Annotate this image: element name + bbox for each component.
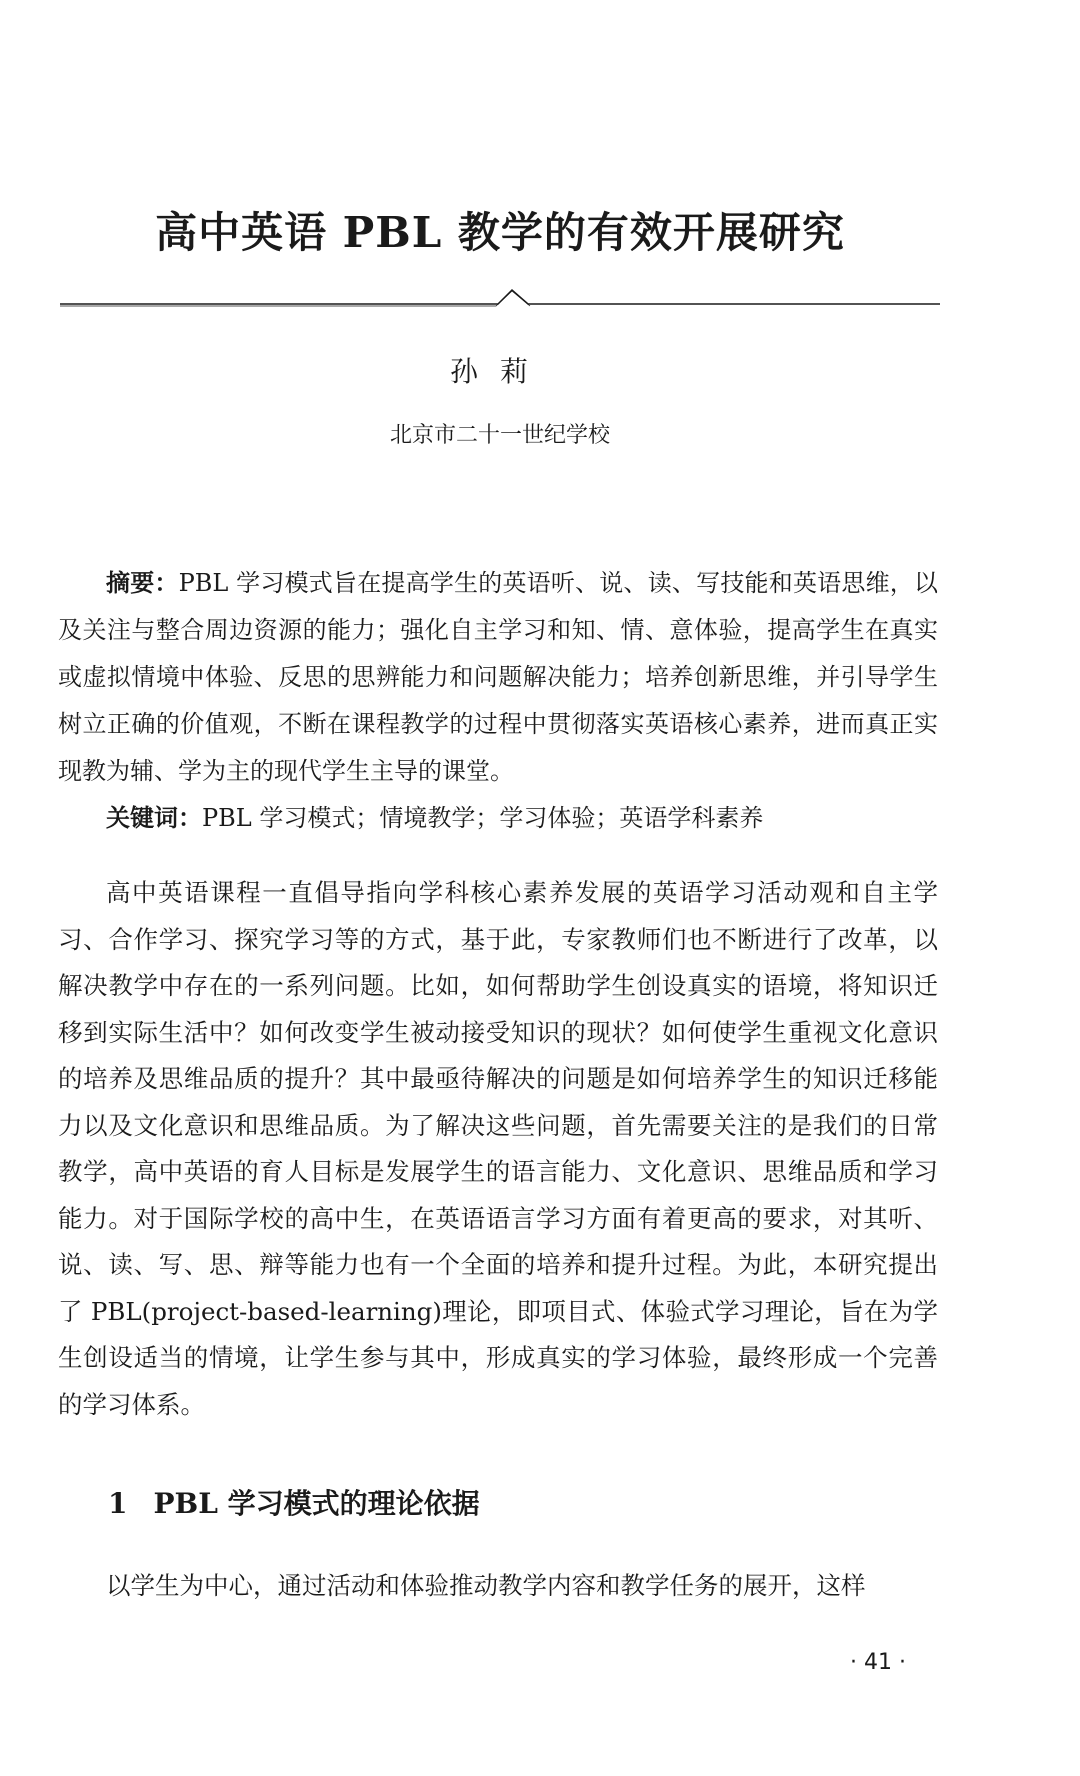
page-number: · 41 · [850,1650,906,1675]
title-divider [60,282,940,312]
intro-paragraph: 高中英语课程一直倡导指向学科核心素养发展的英语学习活动观和自主学习、合作学习、探究学习等的方式，基于此，专家教师们也不断进行了改革，以解决教学中存在的一系列问题。比如，如何帮助学生创设真实的语境，将知识迁移到实际生活中？如何改变学生被动接受知识的现状？如何使学生重视文化意识的培养及思维品质的提升？其中最亟待解决的问题是如何培养学生的知识迁移能力以及文化意识和思维品质。为了解决这些问题，首先需要关注的是我们的日常教学，高中英语的育人目标是发展学生的语言能力、文化意识、思维品质和学习能力。对于国际学校的高中生，在英语语言学习方面有着更高的要求，对其听、说、读、写、思、辩等能力也有一个全面的培养和提升过程。为此，本研究提出了 PBL(project-based-learning)理论，即项目式、体验式学习理论，旨在为学生创设适当的情境，让学生参与其中，形成真实的学习体验，最终形成一个完善的学习体系。 [58,878,938,1419]
article-title: 高中英语 PBL 教学的有效开展研究 [155,208,845,257]
abstract-text: PBL 学习模式旨在提高学生的英语听、说、读、写技能和英语思维，以及关注与整合周边资源的能力；强化自主学习和知、情、意体验，提高学生在真实或虚拟情境中体验、反思的思辨能力和问题解决能力；培养创新思维，并引导学生树立正确的价值观，不断在课程教学的过程中贯彻落实英语核心素养，进而真正实现教为辅、学为主的现代学生主导的课堂。 [58,569,938,785]
section-paragraph: 以学生为中心，通过活动和体验推动教学内容和教学任务的展开，这样 [106,1571,866,1600]
section-title: PBL 学习模式的理论依据 [153,1487,480,1520]
keywords [58,795,938,842]
author-affiliation: 北京市二十一世纪学校 [389,423,610,448]
section-heading [108,1482,480,1522]
section-number: 1 [108,1487,128,1520]
abstract-label: 摘要： [106,569,179,597]
author-name: 孙莉 [449,355,550,388]
keywords-label: 关键词： [106,804,202,832]
keywords-text: PBL 学习模式；情境教学；学习体验；英语学科素养 [202,804,764,832]
abstract [58,560,938,795]
